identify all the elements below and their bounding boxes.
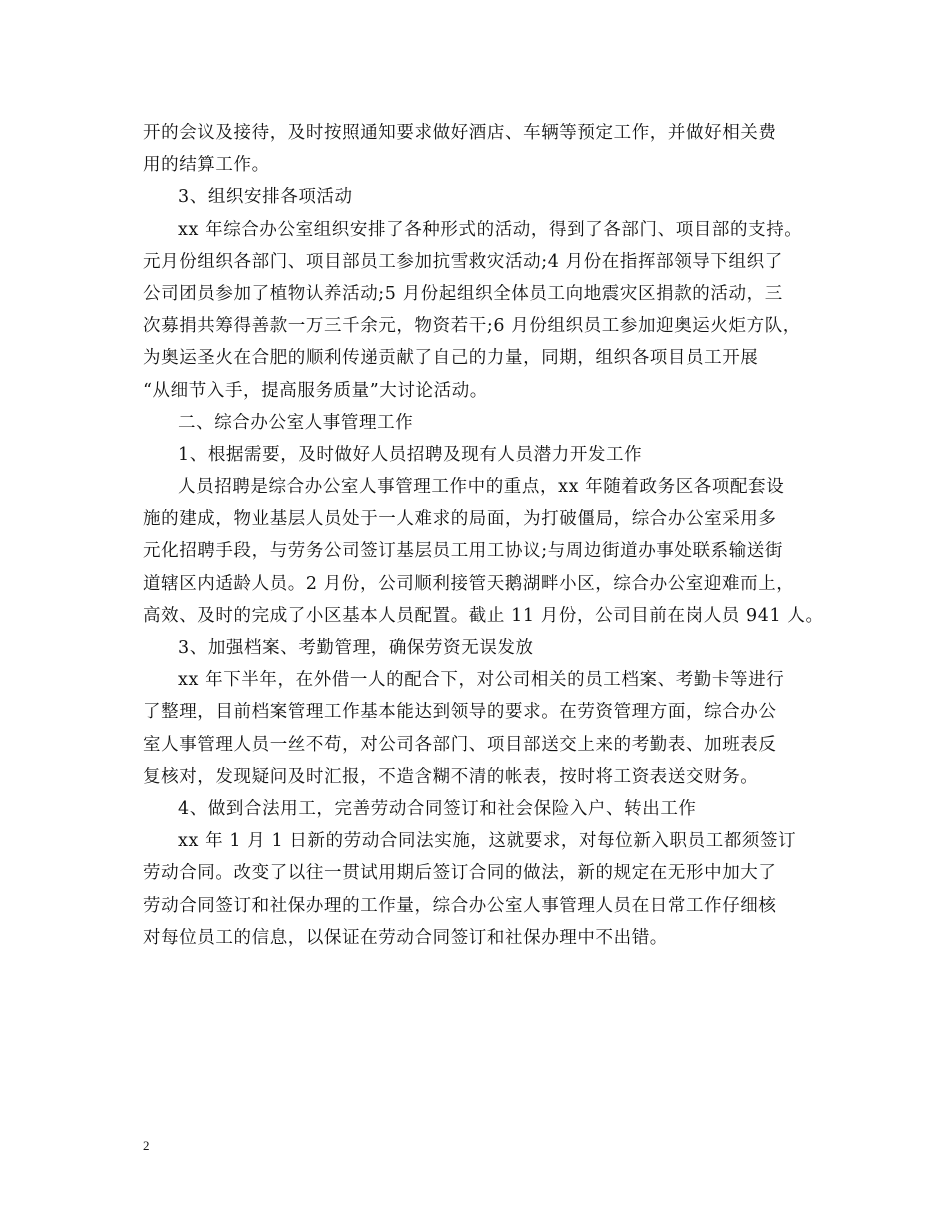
section-heading: 1、根据需要，及时做好人员招聘及现有人员潜力开发工作 [178,444,643,465]
paragraph-start: xx 年综合办公室组织安排了各种形式的活动，得到了各部门、项目部的支持。 [178,219,803,240]
text-line: 元化招聘手段，与劳务公司签订基层员工用工协议;与周边街道办事处联系输送街 [143,541,783,562]
paragraph-start: xx 年下半年，在外借一人的配合下，对公司相关的员工档案、考勤卡等进行 [178,670,785,691]
text-line: 高效、及时的完成了小区基本人员配置。截止 11 月份，公司目前在岗人员 941 人。 [143,605,824,626]
page-number: 2 [143,1138,150,1153]
section-heading: 二、综合办公室人事管理工作 [178,412,414,433]
section-heading: 4、做到合法用工，完善劳动合同签订和社会保险入户、转出工作 [178,798,697,819]
text-line: 次募捐共筹得善款一万三千余元，物资若干;6 月份组织员工参加迎奥运火炬方队， [143,316,801,337]
text-line: 元月份组织各部门、项目部员工参加抗雪救灾活动;4 月份在指挥部领导下组织了 [143,251,783,272]
document-body [143,117,824,954]
text-line: 室人事管理人员一丝不苟，对公司各部门、项目部送交上来的考勤表、加班表反 [143,734,777,755]
text-line: 劳动合同签订和社保办理的工作量，综合办公室人事管理人员在日常工作仔细核 [143,895,777,916]
text-line: 为奥运圣火在合肥的顺利传递贡献了自己的力量，同期，组织各项目员工开展 [143,348,759,369]
text-line: 道辖区内适龄人员。2 月份，公司顺利接管天鹅湖畔小区，综合办公室迎难而上， [143,573,795,594]
text-line: 开的会议及接待，及时按照通知要求做好酒店、车辆等预定工作，并做好相关费 [143,123,777,143]
text-line: “从细节入手，提高服务质量”大讨论活动。 [143,380,488,401]
text-line: 施的建成，物业基层人员处于一人难求的局面，为打破僵局，综合办公室采用多 [143,509,777,530]
section-heading: 3、组织安排各项活动 [178,187,353,208]
section-heading: 3、加强档案、考勤管理，确保劳资无误发放 [178,638,534,658]
text-line: 了整理，目前档案管理工作基本能达到领导的要求。在劳资管理方面，综合办公 [143,702,777,723]
text-line: 对每位员工的信息，以保证在劳动合同签订和社保办理中不出错。 [143,927,668,948]
text-line: 复核对，发现疑问及时汇报，不造含糊不清的帐表，按时将工资表送交财务。 [143,766,759,787]
text-line: 公司团员参加了植物认养活动;5 月份起组织全体员工向地震灾区捐款的活动，三 [143,283,783,304]
text-line: 用的结算工作。 [143,155,270,176]
paragraph-start: xx 年 1 月 1 日新的劳动合同法实施，这就要求，对每位新入职员工都须签订 [178,831,797,852]
paragraph-start: 人员招聘是综合办公室人事管理工作中的重点，xx 年随着政务区各项配套设 [178,477,785,498]
text-line: 劳动合同。改变了以往一贯试用期后签订合同的做法，新的规定在无形中加大了 [143,863,777,884]
